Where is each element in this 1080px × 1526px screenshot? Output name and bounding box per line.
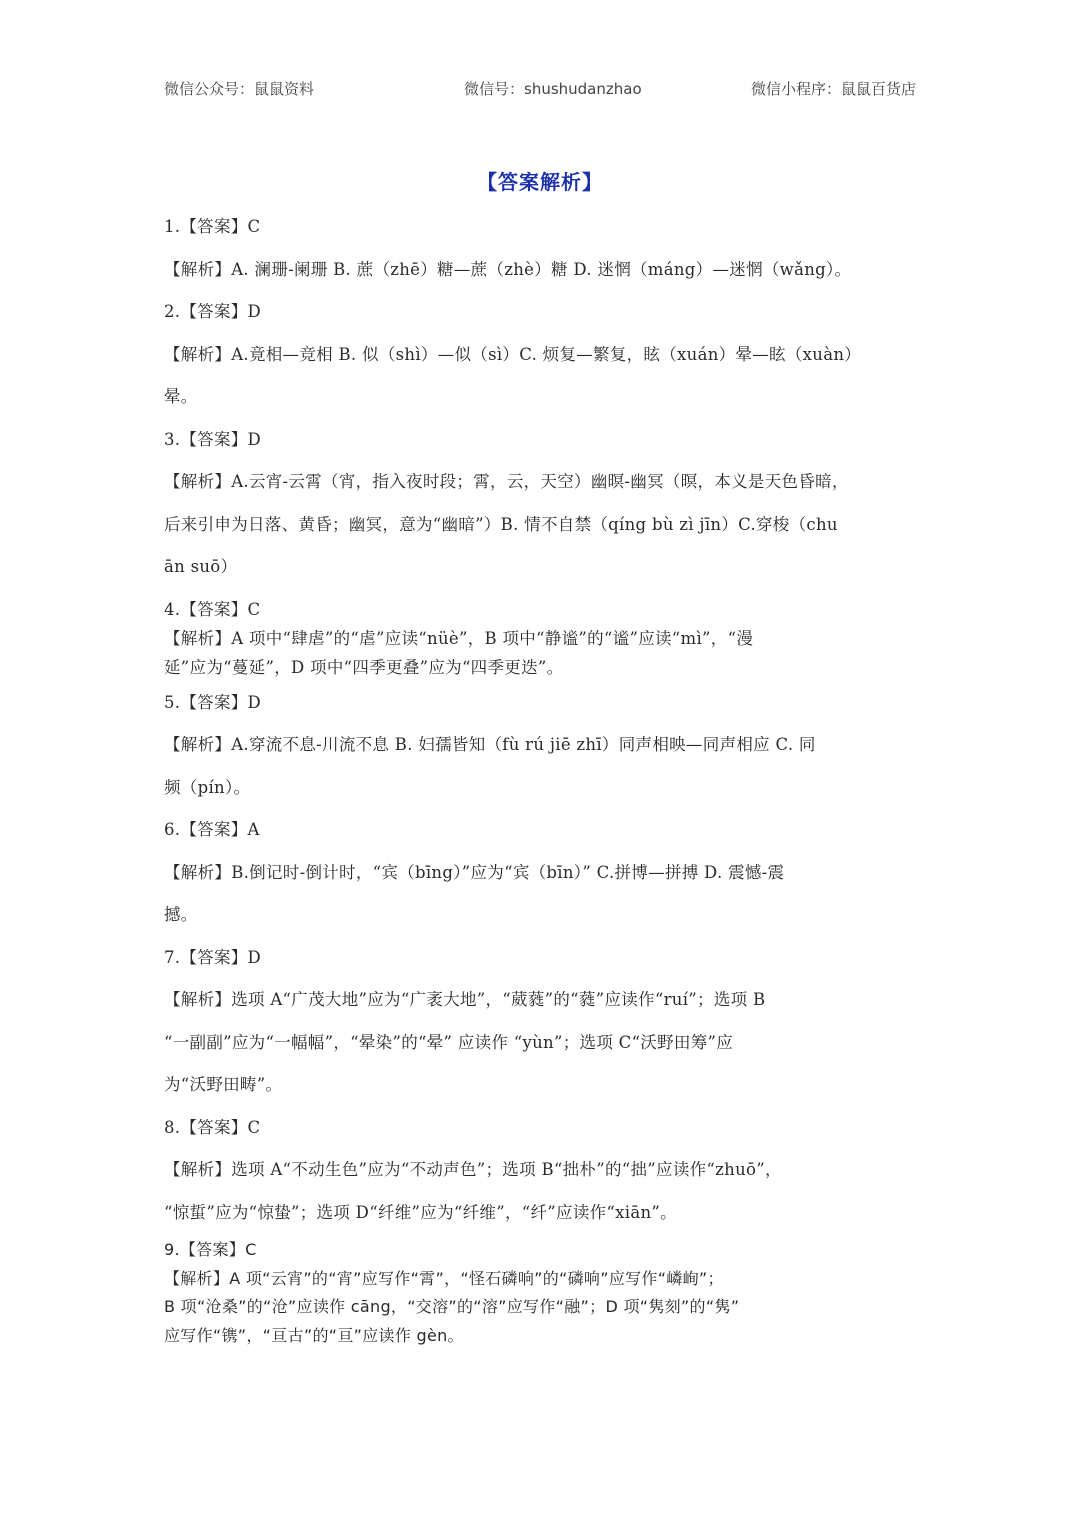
q6-analysis-line: 【解析】B.倒记时-倒计时，“宾（bīng）”应为“宾（bīn）” C.拼博—拼搏 D. 震憾-震 xyxy=(164,862,785,882)
q1-answer: 1.【答案】C xyxy=(164,217,261,236)
q7-analysis-line: 为“沃野田畴”。 xyxy=(164,1075,283,1094)
answer-content xyxy=(164,206,916,1350)
q3-answer: 3.【答案】D xyxy=(164,429,262,449)
q8-analysis-line: 【解析】选项 A“不动生色”应为“不动声色”；选项 B“拙朴”的“拙”应读作“zhuō”， xyxy=(164,1160,782,1179)
q5-analysis-line: 【解析】A.穿流不息-川流不息 B. 妇孺皆知（fù rú jiē zhī）同声相映—同声相应 C. 同 xyxy=(164,735,816,754)
q3-analysis-line: 后来引申为日落、黄昏；幽冥，意为“幽暗”）B. 情不自禁（qíng bù zì jīn）C.穿梭（chu xyxy=(164,514,838,534)
page-header xyxy=(164,78,916,102)
q9-block xyxy=(164,1236,916,1350)
header-wechat-account: 微信公众号：鼠鼠资料 xyxy=(164,80,315,98)
q3-analysis-line: 【解析】A.云宵-云霄（宵，指入夜时段；霄，云，天空）幽暝-幽冥（暝，本义是天色昏暗， xyxy=(164,472,849,491)
q8-analysis-line: “惊蜇”应为“惊蛰”；选项 D“纤维”应为“纤维”，“纤”应读作“xiān”。 xyxy=(164,1202,677,1222)
header-wechat-id: 微信号：shushudanzhao xyxy=(464,80,642,98)
q7-analysis-line: “一副副”应为“一幅幅”，“晕染”的“晕” 应读作 “yùn”；选项 C“沃野田筹”应 xyxy=(164,1032,734,1052)
q2-answer: 2.【答案】D xyxy=(164,302,262,321)
q9-analysis-line: 应写作“镌”，“亘古”的“亘”应读作 gèn。 xyxy=(164,1325,464,1345)
q6-analysis-line: 撼。 xyxy=(164,905,198,924)
q4-analysis-line: 延”应为“蔓延”，D 项中“四季更叠”应为“四季更迭”。 xyxy=(164,657,564,677)
q8-answer: 8.【答案】C xyxy=(164,1117,261,1137)
q3-analysis-line: ān suō） xyxy=(164,557,238,576)
q1-analysis-line: 【解析】A. 澜珊-阑珊 B. 蔗（zhē）糖—蔗（zhè）糖 D. 迷惘（máng）—迷惘（wǎng）。 xyxy=(164,259,852,279)
header-mini-program: 微信小程序：鼠鼠百货店 xyxy=(750,80,916,98)
q4-answer: 4.【答案】C xyxy=(164,599,261,619)
q7-analysis-line: 【解析】选项 A“广茂大地”应为“广袤大地”，“葳蕤”的“蕤”应读作“ruí”；选项 B xyxy=(164,990,766,1009)
q4-analysis-line: 【解析】A 项中“肆虐”的“虐”应读“nüè”，B 项中“静谧”的“谧”应读“mì”，“漫 xyxy=(164,628,754,648)
q5-answer: 5.【答案】D xyxy=(164,692,262,712)
q7-answer: 7.【答案】D xyxy=(164,947,262,967)
q9-answer: 9.【答案】C xyxy=(164,1240,257,1259)
q2-analysis-line: 晕。 xyxy=(164,387,198,406)
q9-analysis-line: 【解析】A 项“云宵”的“宵”应写作“霄”，“怪石磷响”的“磷响”应写作“嶙峋”； xyxy=(164,1268,724,1288)
q6-answer: 6.【答案】A xyxy=(164,820,260,839)
page-title: 【答案解析】 xyxy=(477,170,603,194)
q9-analysis-line: B 项“沧桑”的“沧”应读作 cāng，“交溶”的“溶”应写作“融”；D 项“隽刻”的“隽” xyxy=(164,1297,740,1316)
q2-analysis-line: 【解析】A.竟相—竞相 B. 似（shì）—似（sì）C. 烦复—繁复，眩（xuán）晕—眩（xuàn） xyxy=(164,344,862,364)
q5-analysis-line: 频（pín）。 xyxy=(164,777,251,797)
